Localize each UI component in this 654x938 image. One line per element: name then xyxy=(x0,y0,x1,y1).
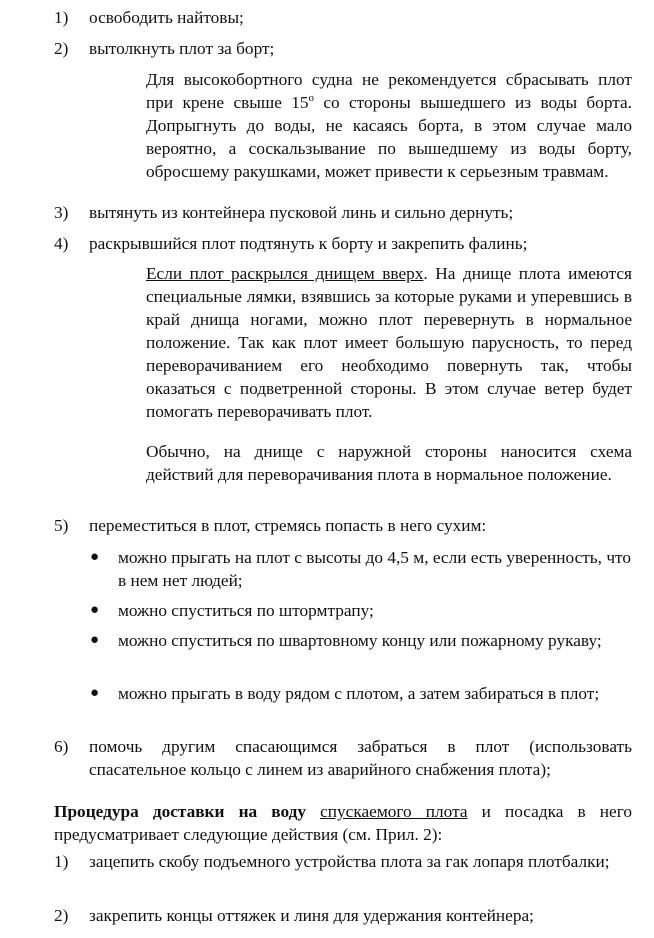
list-text: освободить найтовы; xyxy=(89,8,244,27)
list-item xyxy=(54,514,632,537)
bullet-item xyxy=(90,546,632,592)
note-paragraph xyxy=(146,262,632,423)
list-item xyxy=(54,232,632,255)
note-text: Если плот раскрылся днищем вверх. На днище плота имеются специальные лямки, взявшись за которые руками и уперевшись в край днища ногами, можно плот перевернуть в нормальное положение. Так как плот имеет большую парусность, то перед переворачиванием его необходимо повернуть так, чтобы оказаться с подветренной стороны. В этом случае ветер будет помогать переворачивать плот. xyxy=(146,264,632,421)
bullet-text: можно прыгать в воду рядом с плотом, а затем забираться в плот; xyxy=(118,684,600,703)
note-paragraph xyxy=(146,68,632,183)
bullet-text: можно спуститься по швартовному концу или пожарному рукаву; xyxy=(118,631,602,650)
list-item xyxy=(54,735,632,781)
list-number: 6) xyxy=(54,737,69,756)
underlined-phrase: Если плот раскрылся днищем вверх xyxy=(146,264,424,283)
list-number: 4) xyxy=(54,234,69,253)
note-text: Обычно, на днище с наружной стороны наносится схема действий для переворачивания плота в нормальное положение. xyxy=(146,442,632,484)
list-number: 3) xyxy=(54,203,69,222)
bullet-item xyxy=(90,599,632,622)
list-item xyxy=(54,904,632,927)
list-number: 1) xyxy=(54,852,69,871)
bullet-text: можно спуститься по штормтрапу; xyxy=(118,601,374,620)
list-text: помочь другим спасающимся забраться в плот (использовать спасательное кольцо с линем из аварийного снабжения плота); xyxy=(89,737,632,779)
bullet-text: можно прыгать на плот с высоты до 4,5 м, если есть уверенность, что в нем нет людей; xyxy=(118,548,631,590)
procedure-paragraph xyxy=(4,800,632,846)
underlined-phrase: спускаемого плота xyxy=(320,802,468,821)
procedure-text: Процедура доставки на воду спускаемого плота и посадка в него предусматривает следующие действия (см. Прил. 2): xyxy=(54,802,633,844)
bullet-icon: ● xyxy=(90,602,100,618)
note-text: Для высокобортного судна не рекомендуется сбрасывать плот при крене свыше 15$^o$ со стороны вышедшего из воды борта. Допрыгнуть до воды, не касаясь борта, в этом случае мало вероятно, а соскальзывание по вышедшему из воды борту, обросшему ракушками, может привести к серьезным травмам. xyxy=(146,70,632,181)
list-number: 2) xyxy=(54,39,69,58)
bullet-item xyxy=(90,682,632,705)
list-item xyxy=(54,6,632,29)
list-text: зацепить скобу подъемного устройства плота за гак лопаря плотбалки; xyxy=(89,852,610,871)
note-paragraph xyxy=(146,440,632,486)
list-text: закрепить концы оттяжек и линя для удержания контейнера; xyxy=(89,906,534,925)
list-item xyxy=(54,850,632,873)
list-item xyxy=(54,37,632,60)
list-text: раскрывшийся плот подтянуть к борту и закрепить фалинь; xyxy=(89,234,528,253)
bullet-item xyxy=(90,629,632,652)
list-text: вытянуть из контейнера пусковой линь и сильно дернуть; xyxy=(89,203,514,222)
bullet-icon: ● xyxy=(90,632,100,648)
list-text: вытолкнуть плот за борт; xyxy=(89,39,275,58)
list-text: переместиться в плот, стремясь попасть в него сухим: xyxy=(89,516,487,535)
list-item xyxy=(54,201,632,224)
bullet-icon: ● xyxy=(90,549,100,565)
list-number: 5) xyxy=(54,516,69,535)
bullet-icon: ● xyxy=(90,685,100,701)
list-number: 1) xyxy=(54,8,69,27)
list-number: 2) xyxy=(54,906,69,925)
bold-phrase: Процедура доставки на воду xyxy=(54,802,306,821)
